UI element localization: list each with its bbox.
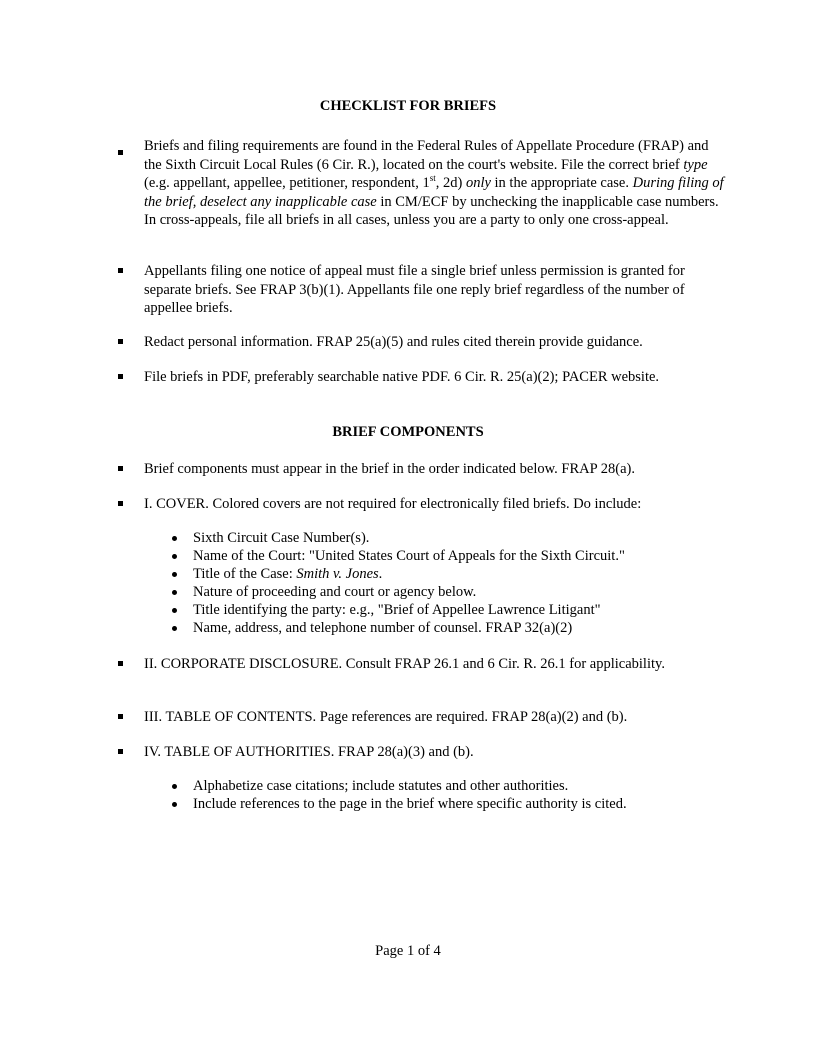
cover-item: Name of the Court: "United States Court of Appeals for the Sixth Circuit.": [193, 548, 625, 564]
bullet-square-icon: [118, 339, 123, 344]
cover-item: Title identifying the party: e.g., "Brief of Appellee Lawrence Litigant": [193, 602, 601, 618]
text-run: Briefs and filing requirements are found in the Federal Rules of Appellate Procedure (FRAP) and the Sixth Circuit Local Rules (6 Cir. R.), located on the court's website. File the correct brief: [144, 138, 709, 173]
bullet-paragraph-toc: III. TABLE OF CONTENTS. Page references are required. FRAP 28(a)(2) and (b).: [144, 709, 628, 725]
text-run: (e.g. appellant, appellee, petitioner, respondent, 1: [144, 175, 430, 191]
bullet-square-icon: [118, 661, 123, 666]
bullet-paragraph-single-brief: Appellants filing one notice of appeal must file a single brief unless permission is granted for separate briefs. See FRAP 3(b)(1). Appellants file one reply brief regardless of the number of appellee briefs.: [144, 263, 685, 316]
text-run: in the appropriate case.: [490, 175, 633, 191]
bullet-dot-icon: [172, 590, 177, 595]
text-run: in CM/ECF by unchecking the inapplicable case numbers. In cross-appeals, file all briefs in all cases, unless you are a party to only one cross-appeal.: [144, 193, 719, 228]
bullet-dot-icon: [172, 626, 177, 631]
bullet-dot-icon: [172, 608, 177, 613]
emphasis-text: During filing of the brief, deselect any inapplicable case: [144, 175, 724, 210]
superscript-text: st: [429, 173, 436, 184]
bullet-square-icon: [118, 466, 123, 471]
emphasis-text: Smith v. Jones: [296, 566, 379, 582]
emphasis-text: type: [683, 156, 708, 173]
text-run: Title of the Case:: [193, 566, 297, 582]
section-title: BRIEF COMPONENTS: [332, 424, 484, 440]
toa-item: Alphabetize case citations; include statutes and other authorities.: [193, 778, 569, 794]
bullet-dot-icon: [172, 572, 177, 577]
bullet-dot-icon: [172, 802, 177, 807]
bullet-paragraph-order: Brief components must appear in the brief in the order indicated below. FRAP 28(a).: [144, 461, 635, 477]
bullet-dot-icon: [172, 784, 177, 789]
bullet-dot-icon: [172, 536, 177, 541]
bullet-square-icon: [118, 268, 123, 273]
toa-item: Include references to the page in the brief where specific authority is cited.: [193, 796, 627, 812]
cover-item: [193, 565, 382, 584]
cover-item: Name, address, and telephone number of counsel. FRAP 32(a)(2): [193, 620, 573, 636]
bullet-paragraph-toa: IV. TABLE OF AUTHORITIES. FRAP 28(a)(3) and (b).: [144, 744, 474, 760]
bullet-paragraph-cover: I. COVER. Colored covers are not required for electronically filed briefs. Do include:: [144, 496, 642, 512]
bullet-square-icon: [118, 714, 123, 719]
text-run: .: [378, 566, 383, 582]
emphasis-text: only: [465, 175, 491, 191]
page-title: CHECKLIST FOR BRIEFS: [319, 98, 497, 114]
bullet-square-icon: [118, 501, 123, 506]
bullet-paragraph-filing-requirements: [144, 137, 724, 230]
cover-item: Nature of proceeding and court or agency below.: [193, 584, 477, 600]
bullet-square-icon: [118, 374, 123, 379]
bullet-paragraph-disclosure: II. CORPORATE DISCLOSURE. Consult FRAP 26.1 and 6 Cir. R. 26.1 for applicability.: [144, 656, 665, 672]
bullet-square-icon: [118, 150, 123, 155]
bullet-paragraph-redact: Redact personal information. FRAP 25(a)(5) and rules cited therein provide guidance.: [144, 334, 643, 350]
page-number: Page 1 of 4: [375, 943, 441, 959]
text-run: , 2d): [435, 175, 466, 191]
bullet-paragraph-pdf: File briefs in PDF, preferably searchable native PDF. 6 Cir. R. 25(a)(2); PACER website.: [144, 369, 660, 385]
cover-item: Sixth Circuit Case Number(s).: [193, 530, 370, 546]
bullet-square-icon: [118, 749, 123, 754]
bullet-dot-icon: [172, 554, 177, 559]
